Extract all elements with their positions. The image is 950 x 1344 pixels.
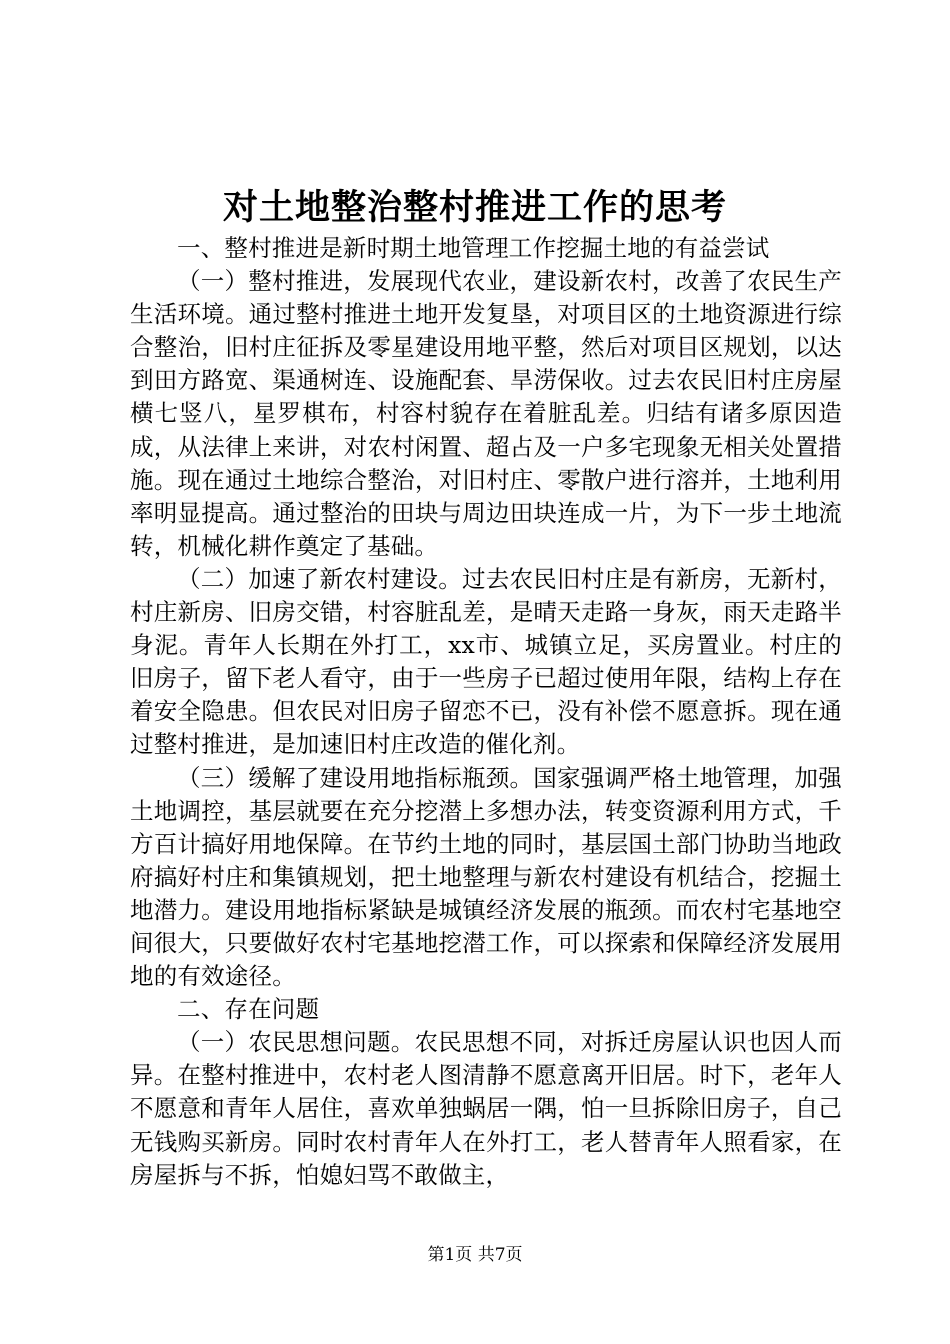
document-body (130, 232, 842, 1192)
section-heading: 二、存在问题 (177, 995, 320, 1024)
paragraph: （一）农民思想问题。农民思想不同，对拆迁房屋认识也因人而异。在整村推进中，农村老人图清静不愿意离开旧居。时下，老年人不愿意和青年人居住，喜欢单独蜗居一隅，怕一旦拆除旧房子，自己无钱购买新房。同时农村青年人在外打工，老人替青年人照看家，在房屋拆与不拆，怕媳妇骂不敢做主， (130, 1028, 842, 1189)
page-number-footer: 第1页 共7页 (427, 1245, 523, 1265)
section-heading: 一、整村推进是新时期土地管理工作挖掘土地的有益尝试 (177, 234, 770, 262)
paragraph: （一）整村推进，发展现代农业，建设新农村，改善了农民生产生活环境。通过整村推进土地开发复垦，对项目区的土地资源进行综合整治，旧村庄征拆及零星建设用地平整，然后对项目区规划，以达到田方路宽、渠通树连、设施配套、旱涝保收。过去农民旧村庄房屋横七竖八，星罗棋布，村容村貌存在着脏乱差。归结有诸多原因造成，从法律上来讲，对农村闲置、超占及一户多宅现象无相关处置措施。现在通过土地综合整治，对旧村庄、零散户进行溶并，土地利用率明显提高。通过整治的田块与周边田块连成一片，为下一步土地流转，机械化耕作奠定了基础。 (130, 267, 842, 560)
page-title: 对土地整治整村推进工作的思考 (222, 187, 727, 228)
paragraph: （二）加速了新农村建设。过去农民旧村庄是有新房，无新村，村庄新房、旧房交错，村容脏乱差，是晴天走路一身灰，雨天走路半身泥。青年人长期在外打工，xx市、城镇立足，买房置业。村庄的旧房子，留下老人看守，由于一些房子已超过使用年限，结构上存在着安全隐患。但农民对旧房子留恋不已，没有补偿不愿意拆。现在通过整村推进，是加速旧村庄改造的催化剂。 (130, 564, 842, 759)
paragraph: （三）缓解了建设用地指标瓶颈。国家强调严格土地管理，加强土地调控，基层就要在充分挖潜上多想办法，转变资源利用方式，千方百计搞好用地保障。在节约土地的同时，基层国土部门协助当地政府搞好村庄和集镇规划，把土地整理与新农村建设有机结合，挖掘土地潜力。建设用地指标紧缺是城镇经济发展的瓶颈。而农村宅基地空间很大，只要做好农村宅基地挖潜工作，可以探索和保障经济发展用地的有效途径。 (130, 763, 842, 991)
